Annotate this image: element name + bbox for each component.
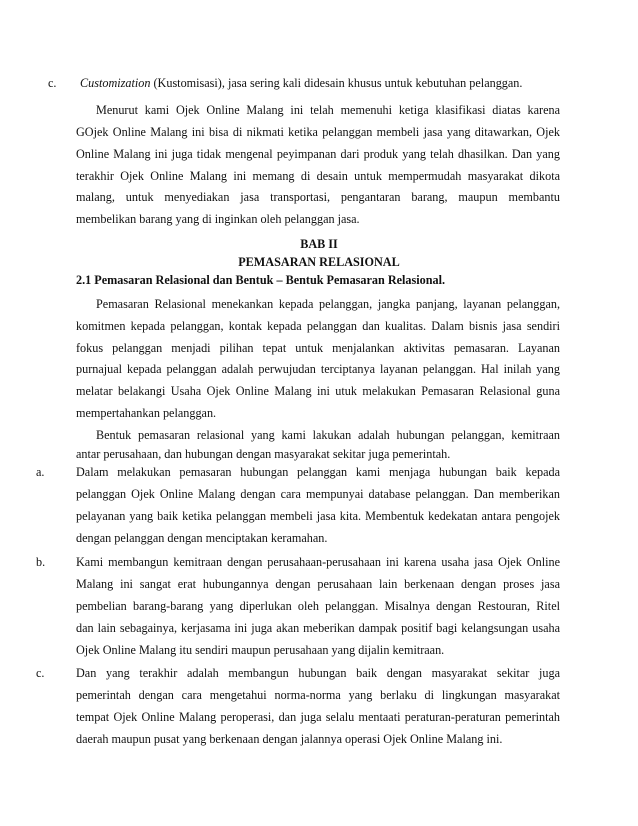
item-b-line-3: pembelian barang-barang yang diperlukan oleh pelanggan. Misalnya dengan Restouran, Ritel [76, 599, 560, 613]
customization-line [80, 75, 522, 91]
para1-line-5: malang, untuk menyediakan jasa transportasi, pengantaran barang, maupun membantu [76, 190, 560, 204]
customization-term: Customization [80, 76, 151, 90]
item-c-line-4: daerah maupun pusat yang berkenaan dengan jalannya operasi Ojek Online Malang ini. [76, 732, 503, 746]
para2-line-3: fokus pelanggan menjadi pilihan tepat untuk menjalankan aktivitas pemasaran. Layanan [76, 341, 560, 355]
item-a-line-1: Dalam melakukan pemasaran hubungan pelanggan kami menjaga hubungan baik kepada [76, 465, 560, 479]
item-b-line-4: dan lain sebagainya, kerjasama ini juga akan meberikan dampak positif bagi kelangsungan usaha [76, 621, 560, 635]
item-b-line-2: Malang ini sangat erat hubungannya dengan perusahaan lain berkenaan dengan proses jasa [76, 577, 560, 591]
item-c-line-1: Dan yang terakhir adalah membangun hubungan baik dengan masyarakat sekitar juga [76, 666, 560, 680]
para2-line-1: Pemasaran Relasional menekankan kepada pelanggan, jangka panjang, layanan pelanggan, [96, 297, 560, 311]
item-a-line-3: pelayanan yang baik ketika pelanggan membeli jasa kita. Membentuk kedekatan antara pengojek [76, 509, 560, 523]
para2-line-4: purnajual kepada pelanggan adalah perwujudan terciptanya layanan pelanggan. Hal inilah yang [76, 362, 560, 376]
section-heading: 2.1 Pemasaran Relasional dan Bentuk – Bentuk Pemasaran Relasional. [76, 273, 446, 287]
para2-line-5: melatar belakangi Usaha Ojek Online Malang ini utuk melakukan Pemasaran Relasional guna [76, 384, 560, 398]
chapter-heading: BAB II [300, 237, 338, 251]
item-c-line-2: pemerintah dengan cara mengetahui norma-norma yang berlaku di lingkungan masyarakat [76, 688, 560, 702]
list-marker-c2: c. [36, 666, 45, 680]
para1-line-3: Online Malang ini juga tidak mengenal peyimpanan dari produk yang telah dhasilkan. Dan yang [76, 147, 560, 161]
item-b-line-1: Kami membangun kemitraan dengan perusahaan-perusahaan ini karena usaha jasa Ojek Online [76, 555, 560, 569]
customization-desc: (Kustomisasi), jasa sering kali didesain khusus untuk kebutuhan pelanggan. [153, 76, 523, 90]
para1-line-2: GOjek Online Malang ini bisa di nikmati ketika pelanggan membeli jasa yang ditawarkan, Ojek [76, 125, 560, 139]
para3-line-2: antar perusahaan, dan hubungan dengan masyarakat sekitar juga pemerintah. [76, 447, 451, 461]
para2-line-2: komitmen kepada pelanggan, kontak kepada pelanggan dan kualitas. Dalam bisnis jasa sendiri [76, 319, 560, 333]
item-b-line-5: Ojek Online Malang itu sendiri maupun perusahaan yang dijalin kemitraan. [76, 643, 445, 657]
chapter-title: PEMASARAN RELASIONAL [238, 255, 400, 269]
para1-line-4: terakhir Ojek Online Malang ini memang di desain untuk mempermudah masyarakat dikota [76, 169, 560, 183]
item-a-line-4: dengan pelanggan dengan menciptakan keramahan. [76, 531, 328, 545]
list-marker-a: a. [36, 465, 45, 479]
para1-line-6: membelikan barang yang di inginkan oleh pelanggan jasa. [76, 212, 360, 226]
list-marker-c: c. [48, 76, 57, 90]
item-a-line-2: pelanggan Ojek Online Malang dengan cara mempunyai database pelanggan. Dan memberikan [76, 487, 560, 501]
list-marker-b: b. [36, 555, 46, 569]
para3-line-1: Bentuk pemasaran relasional yang kami lakukan adalah hubungan pelanggan, kemitraan [96, 428, 560, 442]
para1-line-1: Menurut kami Ojek Online Malang ini telah memenuhi ketiga klasifikasi diatas karena [96, 103, 560, 117]
item-c-line-3: tempat Ojek Online Malang peroperasi, dan juga selalu mentaati peraturan-peraturan pemerintah [76, 710, 560, 724]
para2-line-6: mempertahankan pelanggan. [76, 406, 217, 420]
